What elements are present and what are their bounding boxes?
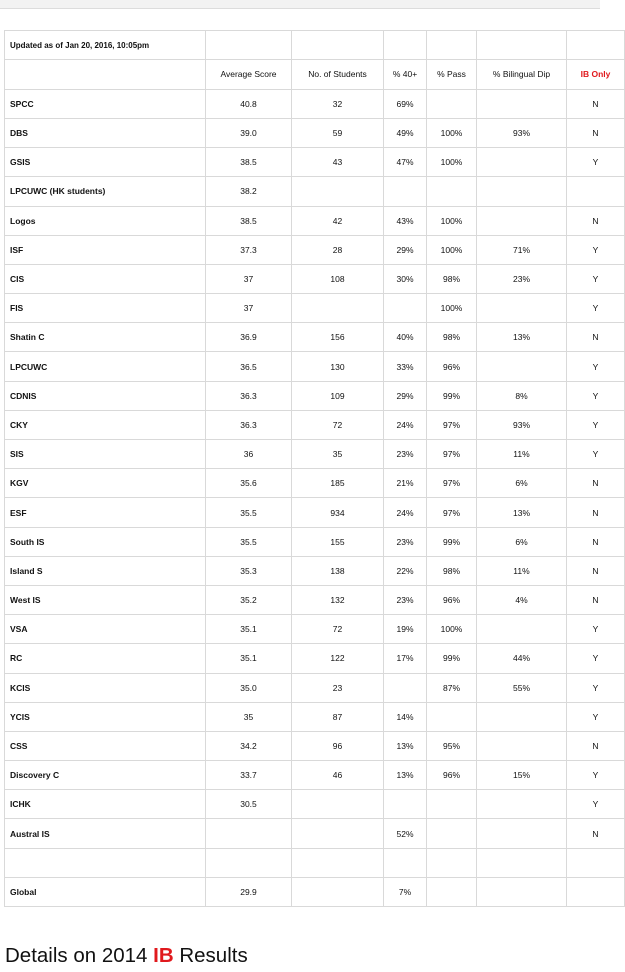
table-row: [5, 118, 625, 147]
pct-bilingual-cell: 44%: [477, 644, 567, 673]
average-score-cell: [206, 819, 292, 848]
pct-40-cell: 7%: [384, 877, 427, 906]
pct-bilingual-cell: 13%: [477, 323, 567, 352]
pct-pass-cell: 97%: [427, 469, 477, 498]
ib-only-cell: N: [567, 498, 625, 527]
header-row: [5, 60, 625, 90]
average-score-cell: 35.0: [206, 673, 292, 702]
ib-only-cell: N: [567, 118, 625, 147]
student-count-cell: 122: [292, 644, 384, 673]
student-count-cell: 43: [292, 148, 384, 177]
school-name-cell: CIS: [5, 264, 206, 293]
pct-40-cell: 40%: [384, 323, 427, 352]
pct-pass-cell: 98%: [427, 323, 477, 352]
average-score-cell: 39.0: [206, 118, 292, 147]
pct-pass-cell: 100%: [427, 148, 477, 177]
table-row: [5, 731, 625, 760]
table-row: [5, 206, 625, 235]
pct-bilingual-cell: [477, 702, 567, 731]
pct-pass-cell: 97%: [427, 440, 477, 469]
col-average-score: Average Score: [206, 60, 292, 90]
table-row: [5, 294, 625, 323]
average-score-cell: 38.5: [206, 206, 292, 235]
table-row: [5, 556, 625, 585]
col-pct-40: % 40+: [384, 60, 427, 90]
ib-only-cell: Y: [567, 644, 625, 673]
ib-only-cell: [567, 848, 625, 877]
student-count-cell: 72: [292, 410, 384, 439]
pct-40-cell: 49%: [384, 118, 427, 147]
pct-bilingual-cell: [477, 731, 567, 760]
average-score-cell: 35.2: [206, 585, 292, 614]
student-count-cell: 32: [292, 89, 384, 118]
pct-bilingual-cell: [477, 790, 567, 819]
average-score-cell: 36.3: [206, 381, 292, 410]
pct-pass-cell: 96%: [427, 761, 477, 790]
col-ib-only: IB Only: [567, 60, 625, 90]
pct-bilingual-cell: 8%: [477, 381, 567, 410]
school-name-cell: Global: [5, 877, 206, 906]
average-score-cell: 33.7: [206, 761, 292, 790]
table-row: [5, 89, 625, 118]
average-score-cell: 34.2: [206, 731, 292, 760]
average-score-cell: 38.5: [206, 148, 292, 177]
updated-title: Updated as of Jan 20, 2016, 10:05pm: [5, 31, 206, 60]
school-name-cell: Discovery C: [5, 761, 206, 790]
student-count-cell: [292, 790, 384, 819]
school-name-cell: KGV: [5, 469, 206, 498]
school-name-cell: LPCUWC (HK students): [5, 177, 206, 206]
student-count-cell: 59: [292, 118, 384, 147]
average-score-cell: 35.3: [206, 556, 292, 585]
school-name-cell: CKY: [5, 410, 206, 439]
pct-bilingual-cell: 15%: [477, 761, 567, 790]
school-name-cell: Logos: [5, 206, 206, 235]
table-row: [5, 323, 625, 352]
student-count-cell: 130: [292, 352, 384, 381]
table-row: [5, 673, 625, 702]
footer-ib: IB: [153, 944, 174, 967]
pct-40-cell: 19%: [384, 615, 427, 644]
average-score-cell: 36.3: [206, 410, 292, 439]
school-name-cell: Shatin C: [5, 323, 206, 352]
ib-only-cell: N: [567, 527, 625, 556]
pct-pass-cell: [427, 702, 477, 731]
student-count-cell: [292, 177, 384, 206]
school-name-cell: FIS: [5, 294, 206, 323]
ib-only-cell: N: [567, 585, 625, 614]
student-count-cell: 87: [292, 702, 384, 731]
school-name-cell: CDNIS: [5, 381, 206, 410]
average-score-cell: 40.8: [206, 89, 292, 118]
student-count-cell: 185: [292, 469, 384, 498]
average-score-cell: 35.6: [206, 469, 292, 498]
table-row: [5, 877, 625, 906]
pct-bilingual-cell: 6%: [477, 469, 567, 498]
ib-only-cell: N: [567, 556, 625, 585]
ib-only-cell: Y: [567, 352, 625, 381]
pct-bilingual-cell: [477, 615, 567, 644]
ib-only-cell: Y: [567, 264, 625, 293]
ib-only-cell: Y: [567, 235, 625, 264]
student-count-cell: [292, 819, 384, 848]
pct-40-cell: 33%: [384, 352, 427, 381]
school-name-cell: DBS: [5, 118, 206, 147]
ib-only-cell: [567, 877, 625, 906]
ib-only-cell: Y: [567, 761, 625, 790]
pct-bilingual-cell: [477, 848, 567, 877]
details-heading: [5, 944, 248, 968]
pct-pass-cell: 99%: [427, 644, 477, 673]
school-name-cell: Austral IS: [5, 819, 206, 848]
student-count-cell: 23: [292, 673, 384, 702]
pct-40-cell: 14%: [384, 702, 427, 731]
pct-bilingual-cell: [477, 177, 567, 206]
school-name-cell: ISF: [5, 235, 206, 264]
pct-40-cell: 30%: [384, 264, 427, 293]
ib-only-cell: Y: [567, 294, 625, 323]
student-count-cell: 28: [292, 235, 384, 264]
school-name-cell: KCIS: [5, 673, 206, 702]
average-score-cell: 35: [206, 702, 292, 731]
school-name-cell: [5, 848, 206, 877]
pct-pass-cell: 96%: [427, 585, 477, 614]
pct-bilingual-cell: 71%: [477, 235, 567, 264]
pct-bilingual-cell: [477, 819, 567, 848]
pct-pass-cell: [427, 89, 477, 118]
average-score-cell: [206, 848, 292, 877]
pct-pass-cell: [427, 848, 477, 877]
pct-pass-cell: [427, 790, 477, 819]
pct-40-cell: 47%: [384, 148, 427, 177]
pct-40-cell: 52%: [384, 819, 427, 848]
student-count-cell: 72: [292, 615, 384, 644]
pct-bilingual-cell: 13%: [477, 498, 567, 527]
student-count-cell: 156: [292, 323, 384, 352]
average-score-cell: 36: [206, 440, 292, 469]
table-row: [5, 381, 625, 410]
pct-40-cell: [384, 294, 427, 323]
table-row: [5, 177, 625, 206]
table-row: [5, 235, 625, 264]
ib-only-cell: Y: [567, 381, 625, 410]
pct-pass-cell: 99%: [427, 527, 477, 556]
pct-bilingual-cell: 11%: [477, 440, 567, 469]
pct-pass-cell: 98%: [427, 556, 477, 585]
school-name-cell: West IS: [5, 585, 206, 614]
average-score-cell: 30.5: [206, 790, 292, 819]
pct-pass-cell: 99%: [427, 381, 477, 410]
average-score-cell: 37.3: [206, 235, 292, 264]
student-count-cell: 155: [292, 527, 384, 556]
school-name-cell: Island S: [5, 556, 206, 585]
school-name-cell: GSIS: [5, 148, 206, 177]
school-name-cell: YCIS: [5, 702, 206, 731]
average-score-cell: 36.5: [206, 352, 292, 381]
header-blank: [5, 60, 206, 90]
student-count-cell: 108: [292, 264, 384, 293]
pct-40-cell: 69%: [384, 89, 427, 118]
pct-bilingual-cell: 11%: [477, 556, 567, 585]
footer-prefix: Details on 2014: [5, 944, 154, 967]
pct-40-cell: 22%: [384, 556, 427, 585]
footer-suffix: Results: [173, 944, 248, 967]
average-score-cell: 35.5: [206, 498, 292, 527]
col-no-of-students: No. of Students: [292, 60, 384, 90]
student-count-cell: 35: [292, 440, 384, 469]
pct-bilingual-cell: [477, 877, 567, 906]
pct-pass-cell: 100%: [427, 118, 477, 147]
student-count-cell: [292, 848, 384, 877]
pct-40-cell: 23%: [384, 585, 427, 614]
pct-40-cell: 23%: [384, 440, 427, 469]
student-count-cell: [292, 877, 384, 906]
pct-pass-cell: [427, 177, 477, 206]
pct-bilingual-cell: [477, 89, 567, 118]
school-name-cell: South IS: [5, 527, 206, 556]
average-score-cell: 35.5: [206, 527, 292, 556]
pct-40-cell: [384, 848, 427, 877]
pct-40-cell: 29%: [384, 235, 427, 264]
pct-pass-cell: 95%: [427, 731, 477, 760]
pct-pass-cell: 98%: [427, 264, 477, 293]
pct-bilingual-cell: [477, 148, 567, 177]
pct-pass-cell: [427, 877, 477, 906]
table-row: [5, 148, 625, 177]
pct-40-cell: 13%: [384, 731, 427, 760]
table-row: [5, 410, 625, 439]
average-score-cell: 37: [206, 294, 292, 323]
student-count-cell: 109: [292, 381, 384, 410]
student-count-cell: 96: [292, 731, 384, 760]
pct-pass-cell: 100%: [427, 294, 477, 323]
table-row: [5, 352, 625, 381]
pct-40-cell: [384, 177, 427, 206]
pct-bilingual-cell: [477, 206, 567, 235]
pct-40-cell: [384, 790, 427, 819]
pct-bilingual-cell: 4%: [477, 585, 567, 614]
school-name-cell: ICHK: [5, 790, 206, 819]
ib-only-cell: Y: [567, 673, 625, 702]
pct-pass-cell: 97%: [427, 498, 477, 527]
student-count-cell: 138: [292, 556, 384, 585]
student-count-cell: [292, 294, 384, 323]
student-count-cell: 934: [292, 498, 384, 527]
pct-pass-cell: 96%: [427, 352, 477, 381]
average-score-cell: 29.9: [206, 877, 292, 906]
pct-pass-cell: 100%: [427, 235, 477, 264]
ib-only-cell: Y: [567, 790, 625, 819]
table-row: [5, 702, 625, 731]
ib-only-cell: [567, 177, 625, 206]
table-row: [5, 440, 625, 469]
ib-only-cell: Y: [567, 702, 625, 731]
average-score-cell: 37: [206, 264, 292, 293]
ib-only-cell: Y: [567, 615, 625, 644]
pct-40-cell: [384, 673, 427, 702]
pct-40-cell: 23%: [384, 527, 427, 556]
ib-only-cell: Y: [567, 440, 625, 469]
ib-only-cell: N: [567, 469, 625, 498]
pct-40-cell: 17%: [384, 644, 427, 673]
ib-only-cell: N: [567, 323, 625, 352]
school-name-cell: CSS: [5, 731, 206, 760]
table-row: [5, 615, 625, 644]
pct-bilingual-cell: 93%: [477, 118, 567, 147]
table-row: [5, 848, 625, 877]
pct-bilingual-cell: 23%: [477, 264, 567, 293]
table-row: [5, 469, 625, 498]
title-row: [5, 31, 625, 60]
pct-pass-cell: 87%: [427, 673, 477, 702]
school-name-cell: SIS: [5, 440, 206, 469]
school-name-cell: SPCC: [5, 89, 206, 118]
table-row: [5, 644, 625, 673]
pct-bilingual-cell: [477, 352, 567, 381]
col-pct-bilingual: % Bilingual Dip: [477, 60, 567, 90]
table-row: [5, 585, 625, 614]
ib-only-cell: N: [567, 731, 625, 760]
pct-bilingual-cell: [477, 294, 567, 323]
table-row: [5, 790, 625, 819]
pct-40-cell: 29%: [384, 381, 427, 410]
school-name-cell: ESF: [5, 498, 206, 527]
pct-40-cell: 24%: [384, 410, 427, 439]
table-row: [5, 527, 625, 556]
table-row: [5, 264, 625, 293]
pct-40-cell: 21%: [384, 469, 427, 498]
average-score-cell: 35.1: [206, 615, 292, 644]
pct-pass-cell: [427, 819, 477, 848]
school-name-cell: RC: [5, 644, 206, 673]
table-row: [5, 761, 625, 790]
pct-bilingual-cell: 93%: [477, 410, 567, 439]
school-name-cell: LPCUWC: [5, 352, 206, 381]
pct-40-cell: 24%: [384, 498, 427, 527]
average-score-cell: 36.9: [206, 323, 292, 352]
school-name-cell: VSA: [5, 615, 206, 644]
average-score-cell: 38.2: [206, 177, 292, 206]
ib-only-cell: N: [567, 89, 625, 118]
pct-bilingual-cell: 6%: [477, 527, 567, 556]
top-bar: [0, 0, 600, 9]
ib-only-cell: N: [567, 819, 625, 848]
col-pct-pass: % Pass: [427, 60, 477, 90]
pct-40-cell: 43%: [384, 206, 427, 235]
ib-only-cell: Y: [567, 148, 625, 177]
table-row: [5, 819, 625, 848]
pct-pass-cell: 100%: [427, 206, 477, 235]
pct-40-cell: 13%: [384, 761, 427, 790]
ib-only-cell: N: [567, 206, 625, 235]
average-score-cell: 35.1: [206, 644, 292, 673]
pct-bilingual-cell: 55%: [477, 673, 567, 702]
pct-pass-cell: 97%: [427, 410, 477, 439]
pct-pass-cell: 100%: [427, 615, 477, 644]
student-count-cell: 42: [292, 206, 384, 235]
student-count-cell: 132: [292, 585, 384, 614]
results-sheet: [4, 30, 611, 907]
results-table: [4, 30, 625, 907]
table-row: [5, 498, 625, 527]
student-count-cell: 46: [292, 761, 384, 790]
ib-only-cell: Y: [567, 410, 625, 439]
